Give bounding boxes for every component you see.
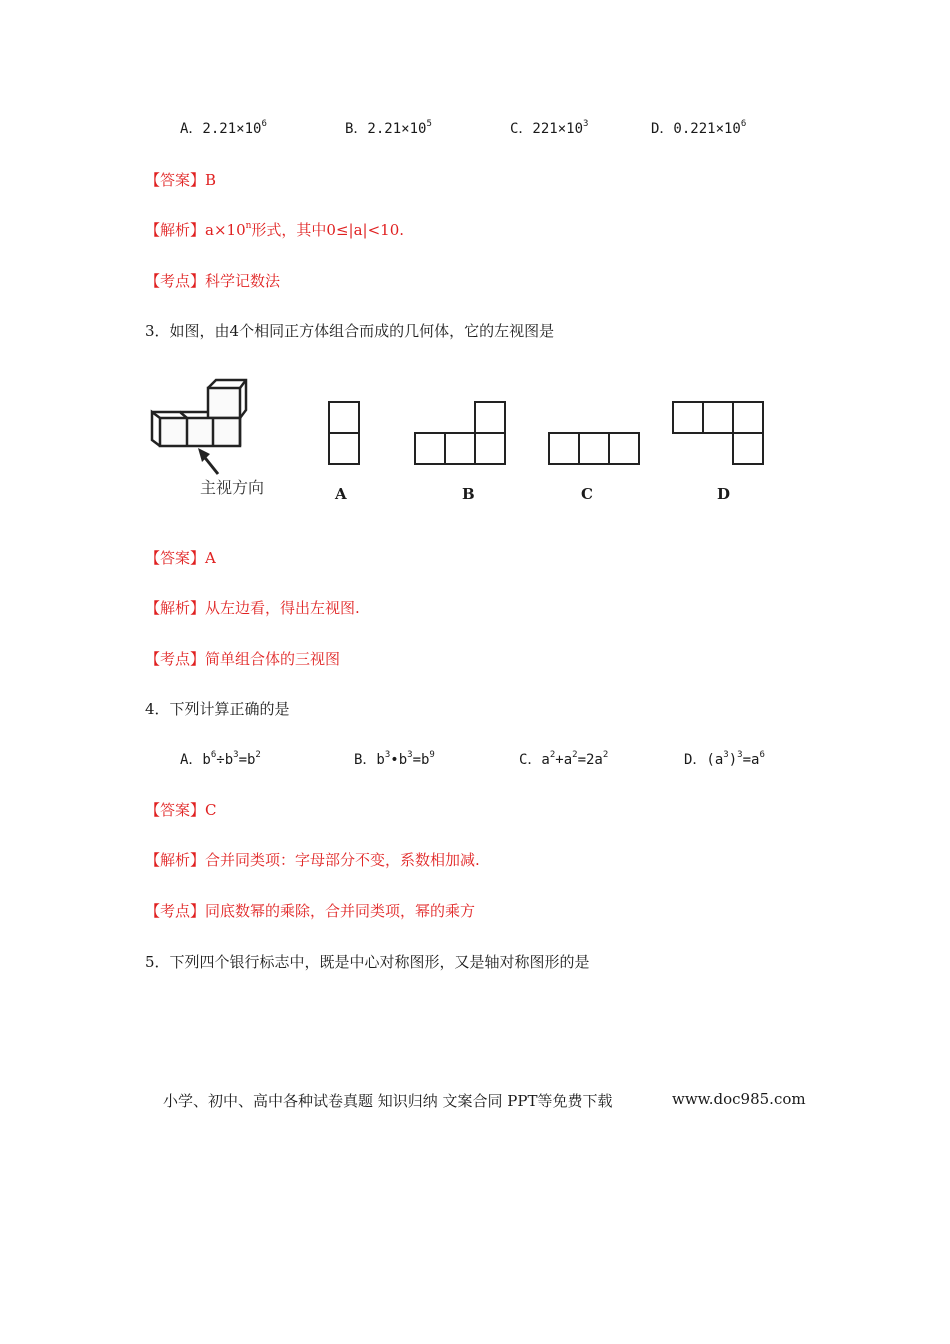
q4-option-a xyxy=(180,750,261,770)
q2-option-b-text: B．2.21×10 xyxy=(345,121,427,137)
choice-label-b: B xyxy=(462,485,475,503)
opt-part: =2a xyxy=(577,752,603,768)
point-tag: 【考点】 xyxy=(145,272,206,290)
q2-option-a-text: A．2.21×10 xyxy=(180,121,262,137)
opt-exp: 2 xyxy=(572,750,578,760)
choice-label-c: C xyxy=(581,485,593,503)
point-tag: 【考点】 xyxy=(145,902,206,920)
opt-exp: 6 xyxy=(210,750,217,760)
opt-exp: 6 xyxy=(759,750,765,760)
opt-exp: 3 xyxy=(407,750,413,760)
q2-analysis xyxy=(145,220,404,240)
q2-point xyxy=(145,271,280,291)
q2-option-a xyxy=(180,119,267,139)
q3-point xyxy=(145,649,340,669)
choice-b-figure xyxy=(413,400,513,470)
opt-part: B．b xyxy=(354,752,385,768)
point-tag: 【考点】 xyxy=(145,650,206,668)
analysis-text-post: 形式，其中0≤|a|<10. xyxy=(251,221,405,239)
opt-part: =b xyxy=(412,752,430,768)
opt-exp: 2 xyxy=(602,750,609,760)
choice-c-figure xyxy=(547,431,647,471)
opt-part: •b xyxy=(390,752,408,768)
q2-option-a-exp: 6 xyxy=(261,119,267,129)
q4-option-d xyxy=(684,750,765,770)
analysis-exp: n xyxy=(245,221,252,231)
opt-part: A．b xyxy=(180,752,211,768)
opt-part: C．a xyxy=(519,752,550,768)
q4-analysis xyxy=(145,850,480,870)
point-text: 简单组合体的三视图 xyxy=(205,650,341,668)
q3-answer xyxy=(145,548,216,568)
q2-option-d-text: D．0.221×10 xyxy=(651,121,741,137)
q3-question: 3．如图，由4个相同正方体组合而成的几何体，它的左视图是 xyxy=(145,322,555,340)
opt-part: D．(a xyxy=(684,752,724,768)
analysis-text: 合并同类项：字母部分不变，系数相加减. xyxy=(205,851,480,869)
choice-label-d: D xyxy=(717,485,731,503)
point-text: 科学记数法 xyxy=(205,272,281,290)
point-text: 同底数幂的乘除，合并同类项，幂的乘方 xyxy=(205,902,476,920)
figure-caption: 主视方向 xyxy=(200,478,265,497)
answer-value: C xyxy=(205,801,217,819)
q2-option-c-text: C．221×10 xyxy=(510,121,584,137)
opt-exp: 9 xyxy=(429,750,435,760)
q2-option-d-exp: 6 xyxy=(740,119,747,129)
opt-part: =a xyxy=(742,752,760,768)
choice-label-a: A xyxy=(335,485,347,503)
choice-d-figure xyxy=(671,400,771,470)
q5-question: 5．下列四个银行标志中，既是中心对称图形，又是轴对称图形的是 xyxy=(145,953,590,971)
analysis-text: 从左边看，得出左视图. xyxy=(205,599,360,617)
q2-option-b-exp: 5 xyxy=(426,119,432,129)
q2-option-c-exp: 3 xyxy=(583,119,589,129)
opt-exp: 3 xyxy=(384,750,391,760)
answer-tag: 【答案】 xyxy=(145,549,206,567)
q4-option-b xyxy=(354,750,435,770)
q4-answer xyxy=(145,800,217,820)
analysis-text-pre: a×10 xyxy=(205,221,246,239)
opt-exp: 3 xyxy=(233,750,239,760)
opt-part: ) xyxy=(728,752,738,768)
opt-exp: 2 xyxy=(255,750,261,760)
opt-part: +a xyxy=(555,752,573,768)
choice-a-figure xyxy=(327,400,367,470)
opt-exp: 3 xyxy=(737,750,743,760)
footer-url[interactable]: www.doc985.com xyxy=(672,1090,806,1108)
answer-value: B xyxy=(205,171,217,189)
q2-option-c xyxy=(510,119,588,139)
analysis-tag: 【解析】 xyxy=(145,599,206,617)
opt-exp: 3 xyxy=(723,750,729,760)
answer-value: A xyxy=(205,549,216,567)
opt-exp: 2 xyxy=(549,750,556,760)
opt-part: =b xyxy=(238,752,256,768)
footer-text: 小学、初中、高中各种试卷真题 知识归纳 文案合同 PPT等免费下载 xyxy=(163,1092,613,1110)
q2-option-b xyxy=(345,119,432,139)
q3-analysis xyxy=(145,598,360,618)
q2-option-d xyxy=(651,119,746,139)
answer-tag: 【答案】 xyxy=(145,171,206,189)
q2-answer xyxy=(145,170,216,190)
opt-part: ÷b xyxy=(216,752,234,768)
q4-option-c xyxy=(519,750,608,770)
analysis-tag: 【解析】 xyxy=(145,851,206,869)
analysis-tag: 【解析】 xyxy=(145,221,206,239)
answer-tag: 【答案】 xyxy=(145,801,206,819)
q4-point xyxy=(145,901,475,921)
q4-question: 4．下列计算正确的是 xyxy=(145,700,290,718)
